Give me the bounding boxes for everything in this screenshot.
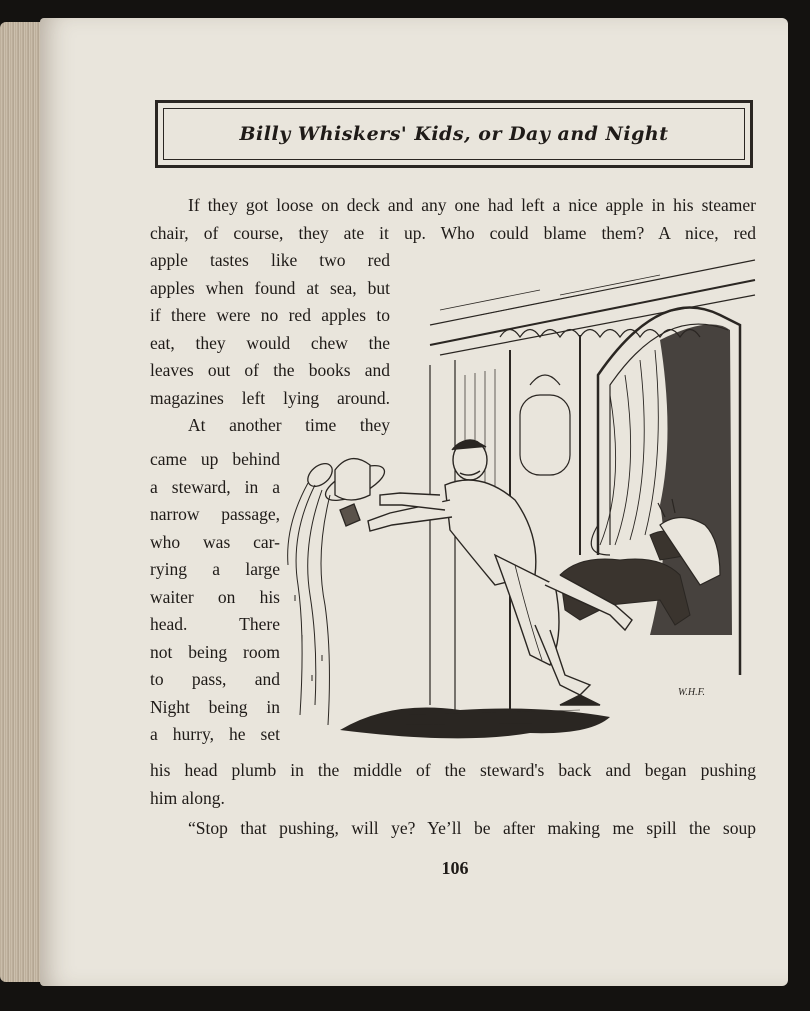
text-line: apple tastes like two red [150,250,390,270]
illustrator-signature: W.H.F. [678,687,705,698]
page-number: 106 [441,858,469,878]
text-line: a hurry, he set [150,724,280,744]
text-line: came up behind [150,449,280,469]
text-line: head. There [150,614,280,634]
text-line: waiter on his [150,586,280,607]
text-line: If they got loose on deck and any one had left a nice apple in his steamer [188,195,756,215]
opening-paragraph [150,192,756,247]
text-line: magazines left lying around. [150,387,390,408]
text-line: Night being in [150,696,280,717]
running-header-inner-rule [163,108,745,160]
dialogue-paragraph [150,815,756,843]
text-line: rying a large [150,559,280,579]
text-line: narrow passage, [150,504,280,524]
text-line: his head plumb in the middle of the steward's back and began pushing [150,760,756,780]
running-header [155,100,753,168]
text-line: a steward, in a [150,476,280,497]
text-line: eat, they would chew the [150,332,390,353]
text-line: apples when found at sea, but [150,277,390,298]
text-line: who was car- [150,531,280,552]
text-line: At another time they [188,415,390,435]
closing-paragraph [150,757,756,812]
text-line: to pass, and [150,669,280,689]
text-line: chair, of course, they ate it up. Who could blame them? A nice, red [150,222,756,243]
text-line: not being room [150,641,280,662]
text-line: “Stop that pushing, will ye? Ye’ll be after making me spill the soup [188,818,756,838]
illustration-goats-pushing-steward [280,255,758,755]
wrapped-text-column-narrow [150,446,280,749]
text-line: leaves out of the books and [150,360,390,380]
text-line: him along. [150,787,225,808]
text-line: if there were no red apples to [150,305,390,325]
running-header-title: Billy Whiskers' Kids, or Day and Night [239,123,669,145]
